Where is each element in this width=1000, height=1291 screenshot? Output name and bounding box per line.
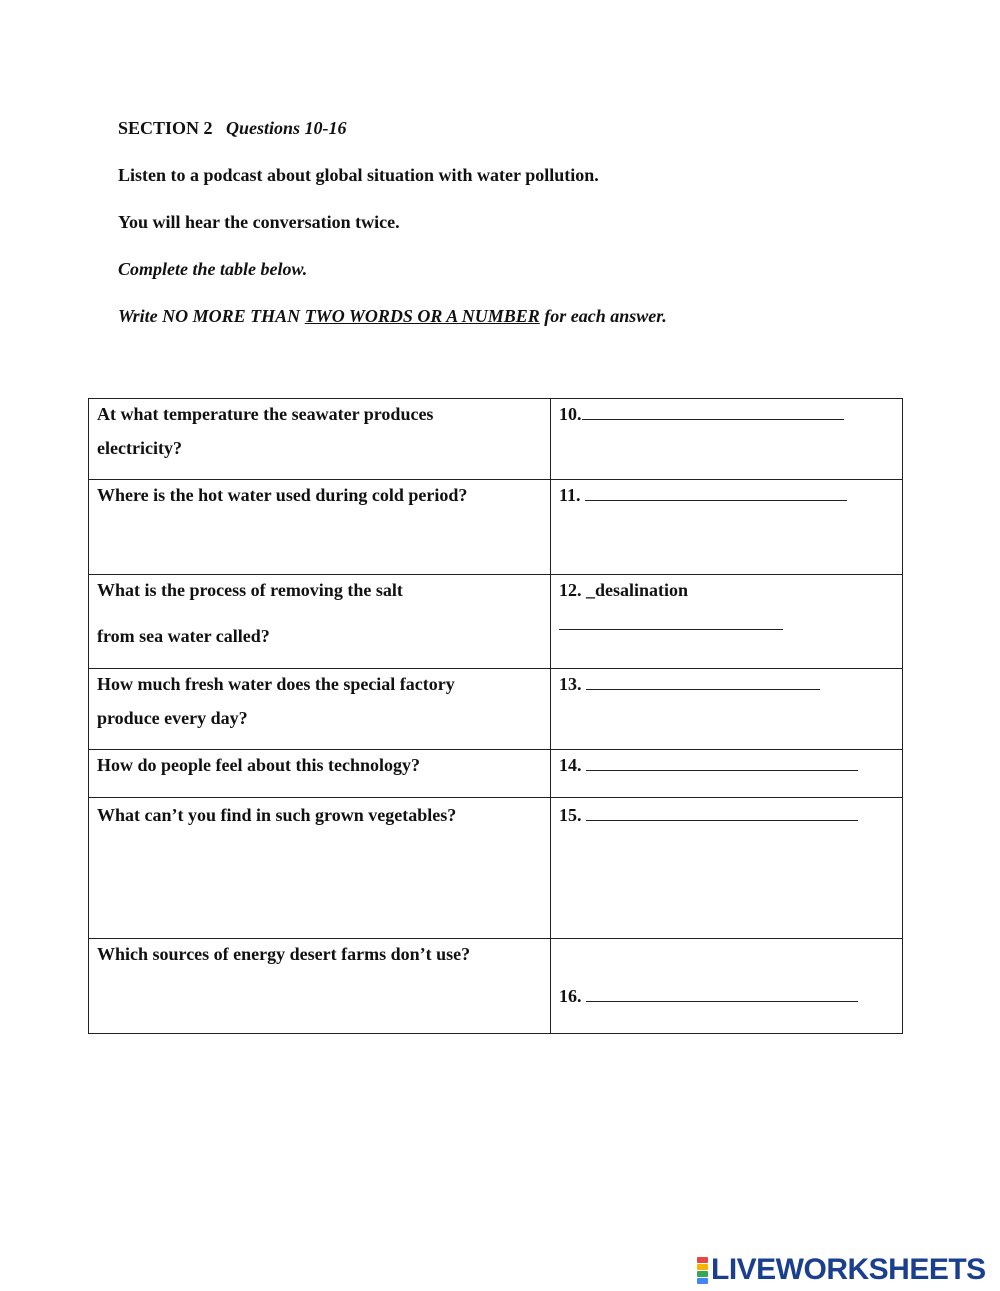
- question-number: 13.: [559, 674, 582, 694]
- question-cell: What is the process of removing the salt from sea water called?: [89, 575, 551, 669]
- answer-cell: [551, 750, 903, 798]
- answer-blank-12[interactable]: [559, 615, 783, 630]
- answer-cell: [551, 798, 903, 939]
- answer-blank-16[interactable]: [586, 987, 858, 1002]
- table-row: [89, 399, 903, 480]
- question-number: 12.: [559, 580, 582, 600]
- answer-cell: [551, 575, 903, 669]
- word-limit-emphasis: TWO WORDS OR A NUMBER: [304, 306, 540, 326]
- table-row: [89, 575, 903, 669]
- answer-blank-10[interactable]: [582, 405, 844, 420]
- answer-cell: [551, 480, 903, 575]
- answer-blank-14[interactable]: [586, 756, 858, 771]
- question-number: 14.: [559, 755, 582, 775]
- instruction-podcast: Listen to a podcast about global situation with water pollution.: [118, 165, 599, 185]
- answer-cell: [551, 669, 903, 750]
- logo-blocks-icon: [697, 1257, 708, 1284]
- question-number: 10.: [559, 404, 582, 424]
- table-row: [89, 750, 903, 798]
- section-heading: [118, 118, 347, 139]
- answer-cell: [551, 399, 903, 480]
- answer-blank-13[interactable]: [586, 675, 820, 690]
- instruction-word-limit: Write NO MORE THAN TWO WORDS OR A NUMBER for each answer.: [118, 306, 667, 326]
- table-row: [89, 669, 903, 750]
- question-number: 15.: [559, 805, 582, 825]
- question-number: 16.: [559, 986, 582, 1006]
- question-table: [88, 398, 903, 1034]
- instruction-twice: You will hear the conversation twice.: [118, 212, 400, 232]
- question-cell: At what temperature the seawater produces electricity?: [89, 399, 551, 480]
- questions-range: Questions 10-16: [226, 118, 347, 138]
- question-cell: Where is the hot water used during cold period?: [89, 480, 551, 575]
- question-cell: How do people feel about this technology?: [89, 750, 551, 798]
- question-number: 11.: [559, 485, 581, 505]
- table-row: [89, 480, 903, 575]
- table-row: [89, 798, 903, 939]
- table-row: [89, 939, 903, 1034]
- answer-blank-11[interactable]: [585, 486, 847, 501]
- question-cell: Which sources of energy desert farms don’t use?: [89, 939, 551, 1034]
- liveworksheets-logo: [697, 1255, 986, 1285]
- section-label: SECTION 2: [118, 118, 213, 138]
- answer-12-value[interactable]: _desalination: [586, 580, 689, 600]
- answer-cell: [551, 939, 903, 1034]
- question-cell: How much fresh water does the special factory produce every day?: [89, 669, 551, 750]
- brand-name: LIVEWORKSHEETS: [711, 1253, 986, 1286]
- answer-blank-15[interactable]: [586, 806, 858, 821]
- question-cell: What can’t you find in such grown vegetables?: [89, 798, 551, 939]
- instruction-complete-table: Complete the table below.: [118, 259, 308, 279]
